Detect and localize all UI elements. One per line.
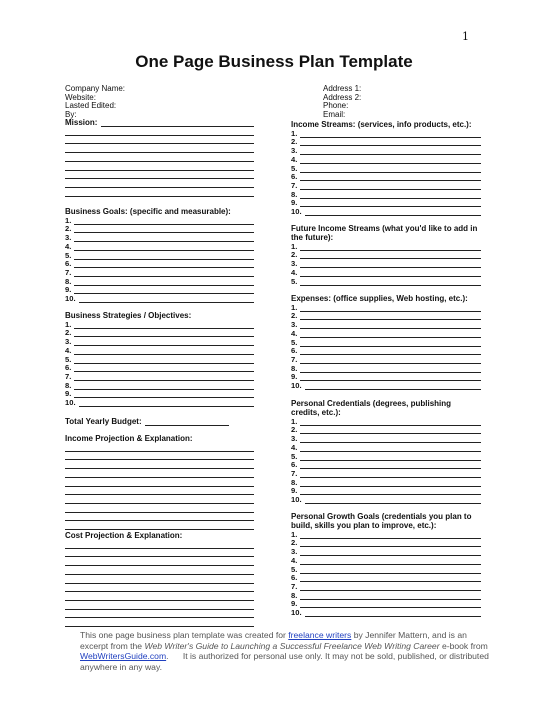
fill-in-line[interactable]: [300, 479, 481, 487]
last-edited-label: Lasted Edited:: [65, 101, 117, 111]
blank-writing-line[interactable]: [65, 592, 254, 601]
list-item-number: 7.: [291, 582, 298, 592]
list-item: [291, 251, 481, 260]
list-item-number: 8.: [291, 363, 298, 373]
footer-text-2: by Jennifer Mattern, and is an excerpt from the: [80, 630, 467, 651]
fill-in-line[interactable]: [74, 364, 254, 372]
company-info-left: [65, 85, 125, 119]
income-projection-section: [65, 434, 254, 530]
list-item: [65, 277, 254, 286]
fill-in-line[interactable]: [74, 260, 254, 268]
list-item-number: 5.: [65, 354, 72, 364]
blank-writing-line[interactable]: [65, 179, 254, 188]
list-item: [291, 452, 481, 461]
growth-goals-list: [291, 530, 481, 617]
list-item: [291, 347, 481, 356]
blank-writing-line[interactable]: [65, 584, 254, 593]
address1-label: Address 1:: [323, 84, 362, 93]
list-item: [65, 225, 254, 234]
list-item-number: 2.: [291, 425, 298, 435]
fill-in-line[interactable]: [300, 566, 481, 574]
list-item-number: 9.: [291, 372, 298, 382]
list-item: [291, 469, 481, 478]
list-item: [291, 565, 481, 574]
list-item: [65, 294, 254, 303]
list-item-number: 5.: [291, 451, 298, 461]
fill-in-line[interactable]: [300, 444, 481, 452]
list-item: [65, 251, 254, 260]
list-item-number: 8.: [291, 590, 298, 600]
list-item: [291, 181, 481, 190]
list-item: [291, 417, 481, 426]
list-item-number: 4.: [65, 345, 72, 355]
blank-writing-line[interactable]: [65, 469, 254, 478]
fill-in-line[interactable]: [300, 130, 481, 138]
fill-in-line[interactable]: [74, 217, 254, 225]
fill-in-line[interactable]: [300, 435, 481, 443]
by-label: By:: [65, 109, 77, 119]
list-item: [291, 556, 481, 565]
expenses-list: [291, 303, 481, 390]
list-item: [291, 547, 481, 556]
fill-in-line[interactable]: [305, 609, 481, 617]
fill-in-line[interactable]: [300, 278, 481, 286]
blank-writing-line[interactable]: [65, 188, 254, 197]
fill-in-line[interactable]: [300, 470, 481, 478]
list-item-number: 3.: [291, 320, 298, 330]
list-item-number: 3.: [291, 146, 298, 156]
list-item: [291, 129, 481, 138]
fill-in-line[interactable]: [74, 286, 254, 294]
list-item: [291, 173, 481, 182]
list-item: [291, 355, 481, 364]
list-item-number: 1.: [65, 319, 72, 329]
list-item-number: 9.: [291, 599, 298, 609]
list-item-number: 10.: [291, 381, 302, 391]
list-item: [291, 207, 481, 216]
fill-in-line[interactable]: [305, 208, 481, 216]
list-item-number: 5.: [65, 250, 72, 260]
business-goals-list: [65, 216, 254, 303]
list-item: [291, 242, 481, 251]
fill-in-line[interactable]: [300, 548, 481, 556]
fill-in-line[interactable]: [300, 260, 481, 268]
fill-in-line[interactable]: [74, 373, 254, 381]
fill-in-line[interactable]: [300, 583, 481, 591]
list-item-number: 4.: [65, 241, 72, 251]
list-item-number: 5.: [291, 163, 298, 173]
growth-goals-section: [291, 512, 481, 617]
fill-in-line[interactable]: [300, 173, 481, 181]
fill-in-line[interactable]: [300, 312, 481, 320]
address2-label: Address 2:: [323, 92, 362, 102]
list-item: [291, 582, 481, 591]
list-item: [65, 346, 254, 355]
blank-writing-line[interactable]: [65, 127, 254, 136]
list-item: [291, 146, 481, 155]
list-item-number: 4.: [291, 442, 298, 452]
fill-in-line[interactable]: [74, 252, 254, 260]
list-item-number: 8.: [65, 276, 72, 286]
credentials-section: [291, 399, 481, 504]
list-item: [291, 303, 481, 312]
credentials-list: [291, 417, 481, 504]
fill-in-line[interactable]: [300, 461, 481, 469]
blank-writing-line[interactable]: [65, 478, 254, 487]
list-item-number: 8.: [65, 380, 72, 390]
list-item: [291, 461, 481, 470]
list-item-number: 6.: [291, 172, 298, 182]
fill-in-line[interactable]: [300, 304, 481, 312]
list-item-number: 10.: [65, 398, 76, 408]
fill-in-line[interactable]: [74, 269, 254, 277]
list-item: [65, 260, 254, 269]
mission-line[interactable]: [101, 119, 254, 127]
list-item: [291, 487, 481, 496]
future-income-section: [291, 224, 481, 286]
fill-in-line[interactable]: [300, 453, 481, 461]
fill-in-line[interactable]: [300, 156, 481, 164]
mission-label: Mission:: [65, 118, 98, 127]
list-item: [291, 591, 481, 600]
blank-writing-line[interactable]: [65, 504, 254, 513]
cost-projection-title: Cost Projection & Explanation:: [65, 531, 183, 540]
fill-in-line[interactable]: [74, 243, 254, 251]
list-item: [291, 338, 481, 347]
list-item-number: 8.: [291, 189, 298, 199]
fill-in-line[interactable]: [300, 574, 481, 582]
fill-in-line[interactable]: [300, 147, 481, 155]
income-streams-list: [291, 129, 481, 216]
list-item-number: 3.: [65, 233, 72, 243]
list-item-number: 9.: [65, 389, 72, 399]
list-item: [291, 190, 481, 199]
company-name-label: Company Name:: [65, 84, 126, 93]
blank-writing-line[interactable]: [65, 540, 254, 549]
business-goals-title: Business Goals: (specific and measurable):: [65, 207, 231, 216]
fill-in-line[interactable]: [74, 234, 254, 242]
fill-in-line[interactable]: [300, 487, 481, 495]
company-info-right: [323, 85, 361, 119]
list-item-number: 6.: [291, 346, 298, 356]
fill-in-line[interactable]: [74, 382, 254, 390]
fill-in-line[interactable]: [300, 199, 481, 207]
list-item-number: 1.: [291, 241, 298, 251]
fill-in-line[interactable]: [300, 539, 481, 547]
blank-writing-line[interactable]: [65, 171, 254, 180]
blank-writing-line[interactable]: [65, 460, 254, 469]
book-title: Web Writer's Guide to Launching a Successful Freelance Web Writing Career: [144, 640, 440, 651]
list-item: [291, 364, 481, 373]
footer-text-3: e-book from: [439, 640, 488, 651]
list-item-number: 3.: [291, 259, 298, 269]
freelance-writers-link[interactable]: freelance writers: [288, 630, 352, 640]
fill-in-line[interactable]: [300, 426, 481, 434]
list-item-number: 7.: [291, 355, 298, 365]
website-label: Website:: [65, 92, 96, 102]
footer-text-4: . It is authorized for personal use only. It may not be sold, published, or distributed anywhere in any way.: [80, 651, 492, 672]
list-item: [65, 390, 254, 399]
list-item-number: 1.: [291, 302, 298, 312]
list-item: [291, 138, 481, 147]
business-strategies-list: [65, 320, 254, 407]
list-item-number: 4.: [291, 267, 298, 277]
credentials-title: Personal Credentials (degrees, publishing credits, etc.):: [291, 399, 452, 417]
fill-in-line[interactable]: [300, 165, 481, 173]
list-item: [291, 443, 481, 452]
fill-in-line[interactable]: [74, 347, 254, 355]
list-item-number: 3.: [65, 337, 72, 347]
blank-writing-line[interactable]: [65, 557, 254, 566]
blank-writing-line[interactable]: [65, 610, 254, 619]
blank-writing-line[interactable]: [65, 162, 254, 171]
fill-in-line[interactable]: [74, 338, 254, 346]
fill-in-line[interactable]: [300, 339, 481, 347]
list-item-number: 8.: [291, 477, 298, 487]
total-budget-line[interactable]: [145, 418, 229, 426]
list-item-number: 2.: [291, 250, 298, 260]
fill-in-line[interactable]: [300, 557, 481, 565]
blank-writing-line[interactable]: [65, 575, 254, 584]
list-item: [291, 259, 481, 268]
list-item-number: 2.: [65, 328, 72, 338]
blank-writing-line[interactable]: [65, 601, 254, 610]
list-item-number: 9.: [291, 486, 298, 496]
fill-in-line[interactable]: [74, 321, 254, 329]
list-item: [291, 434, 481, 443]
income-projection-title: Income Projection & Explanation:: [65, 434, 193, 443]
fill-in-line[interactable]: [300, 138, 481, 146]
list-item: [291, 199, 481, 208]
fill-in-line[interactable]: [74, 390, 254, 398]
list-item: [65, 381, 254, 390]
fill-in-line[interactable]: [305, 382, 481, 390]
blank-writing-line[interactable]: [65, 443, 254, 452]
fill-in-line[interactable]: [300, 321, 481, 329]
list-item: [65, 329, 254, 338]
list-item-number: 10.: [291, 608, 302, 618]
business-strategies-title: Business Strategies / Objectives:: [65, 311, 192, 320]
list-item-number: 9.: [291, 198, 298, 208]
list-item-number: 4.: [291, 328, 298, 338]
list-item-number: 2.: [291, 137, 298, 147]
fill-in-line[interactable]: [300, 418, 481, 426]
total-budget-label: Total Yearly Budget:: [65, 417, 142, 426]
mission-section: [65, 118, 254, 197]
list-item-number: 4.: [291, 555, 298, 565]
list-item-number: 7.: [291, 181, 298, 191]
list-item: [291, 530, 481, 539]
list-item-number: 10.: [291, 207, 302, 217]
list-item: [65, 286, 254, 295]
list-item: [291, 381, 481, 390]
business-goals-section: [65, 207, 254, 303]
income-streams-title: Income Streams: (services, info products, etc.):: [291, 120, 472, 129]
list-item: [65, 337, 254, 346]
list-item-number: 1.: [65, 215, 72, 225]
list-item-number: 1.: [291, 416, 298, 426]
fill-in-line[interactable]: [74, 225, 254, 233]
list-item: [291, 320, 481, 329]
blank-writing-line[interactable]: [65, 136, 254, 145]
blank-writing-line[interactable]: [65, 566, 254, 575]
list-item: [65, 233, 254, 242]
cost-projection-lines: [65, 540, 254, 627]
list-item-number: 10.: [291, 495, 302, 505]
expenses-section: [291, 294, 481, 390]
blank-writing-line[interactable]: [65, 153, 254, 162]
blank-writing-line[interactable]: [65, 618, 254, 627]
income-projection-lines: [65, 443, 254, 530]
mission-header: [65, 118, 254, 127]
fill-in-line[interactable]: [300, 251, 481, 259]
list-item-number: 5.: [291, 337, 298, 347]
list-item: [291, 600, 481, 609]
fill-in-line[interactable]: [300, 191, 481, 199]
list-item: [291, 373, 481, 382]
fill-in-line[interactable]: [300, 531, 481, 539]
list-item: [291, 277, 481, 286]
fill-in-line[interactable]: [300, 243, 481, 251]
list-item: [65, 268, 254, 277]
list-item: [291, 539, 481, 548]
blank-writing-line[interactable]: [65, 521, 254, 530]
list-item: [291, 164, 481, 173]
list-item: [65, 372, 254, 381]
total-budget-row: [65, 417, 229, 426]
list-item-number: 2.: [291, 538, 298, 548]
list-item: [291, 426, 481, 435]
list-item-number: 7.: [65, 268, 72, 278]
page-title: One Page Business Plan Template: [135, 52, 413, 71]
list-item: [291, 268, 481, 277]
page-number: 1: [462, 30, 469, 43]
list-item: [291, 574, 481, 583]
footer-note: [80, 630, 490, 672]
growth-goals-title: Personal Growth Goals (credentials you plan to build, skills you plan to improve, etc.):: [291, 512, 472, 530]
list-item: [291, 478, 481, 487]
income-streams-section: [291, 120, 481, 216]
list-item: [65, 355, 254, 364]
fill-in-line[interactable]: [300, 356, 481, 364]
fill-in-line[interactable]: [300, 269, 481, 277]
webwritersguide-link[interactable]: WebWritersGuide.com: [80, 651, 167, 662]
blank-writing-line[interactable]: [65, 452, 254, 461]
list-item-number: 2.: [65, 224, 72, 234]
fill-in-line[interactable]: [300, 592, 481, 600]
fill-in-line[interactable]: [305, 496, 481, 504]
business-strategies-section: [65, 311, 254, 407]
fill-in-line[interactable]: [79, 295, 254, 303]
fill-in-line[interactable]: [79, 399, 254, 407]
list-item: [291, 312, 481, 321]
list-item: [291, 608, 481, 617]
list-item: [65, 364, 254, 373]
list-item-number: 2.: [291, 311, 298, 321]
list-item-number: 5.: [291, 276, 298, 286]
blank-writing-line[interactable]: [65, 144, 254, 153]
list-item: [65, 320, 254, 329]
list-item-number: 5.: [291, 564, 298, 574]
list-item: [65, 398, 254, 407]
list-item-number: 7.: [65, 372, 72, 382]
list-item-number: 4.: [291, 154, 298, 164]
list-item-number: 10.: [65, 294, 76, 304]
mission-lines: [65, 127, 254, 197]
list-item-number: 7.: [291, 469, 298, 479]
footer-text-1: This one page business plan template was created for: [80, 630, 289, 640]
list-item: [65, 216, 254, 225]
list-item: [291, 329, 481, 338]
fill-in-line[interactable]: [300, 182, 481, 190]
list-item-number: 6.: [291, 460, 298, 470]
list-item-number: 3.: [291, 547, 298, 557]
fill-in-line[interactable]: [300, 330, 481, 338]
blank-writing-line[interactable]: [65, 487, 254, 496]
fill-in-line[interactable]: [300, 347, 481, 355]
future-income-title: Future Income Streams (what you'd like to add in the future):: [291, 224, 478, 242]
list-item-number: 6.: [65, 259, 72, 269]
fill-in-line[interactable]: [74, 329, 254, 337]
fill-in-line[interactable]: [300, 600, 481, 608]
expenses-title: Expenses: (office supplies, Web hosting, etc.):: [291, 294, 468, 303]
blank-writing-line[interactable]: [65, 549, 254, 558]
cost-projection-section: [65, 531, 254, 627]
list-item-number: 9.: [65, 285, 72, 295]
blank-writing-line[interactable]: [65, 513, 254, 522]
blank-writing-line[interactable]: [65, 495, 254, 504]
future-income-list: [291, 242, 481, 286]
fill-in-line[interactable]: [74, 356, 254, 364]
list-item: [291, 155, 481, 164]
fill-in-line[interactable]: [300, 365, 481, 373]
list-item: [291, 495, 481, 504]
fill-in-line[interactable]: [74, 278, 254, 286]
phone-label: Phone:: [323, 101, 349, 111]
list-item-number: 6.: [65, 363, 72, 373]
list-item: [65, 242, 254, 251]
list-item-number: 3.: [291, 434, 298, 444]
list-item-number: 6.: [291, 573, 298, 583]
fill-in-line[interactable]: [300, 373, 481, 381]
list-item-number: 1.: [291, 128, 298, 138]
list-item-number: 1.: [291, 529, 298, 539]
email-label: Email:: [323, 109, 346, 119]
